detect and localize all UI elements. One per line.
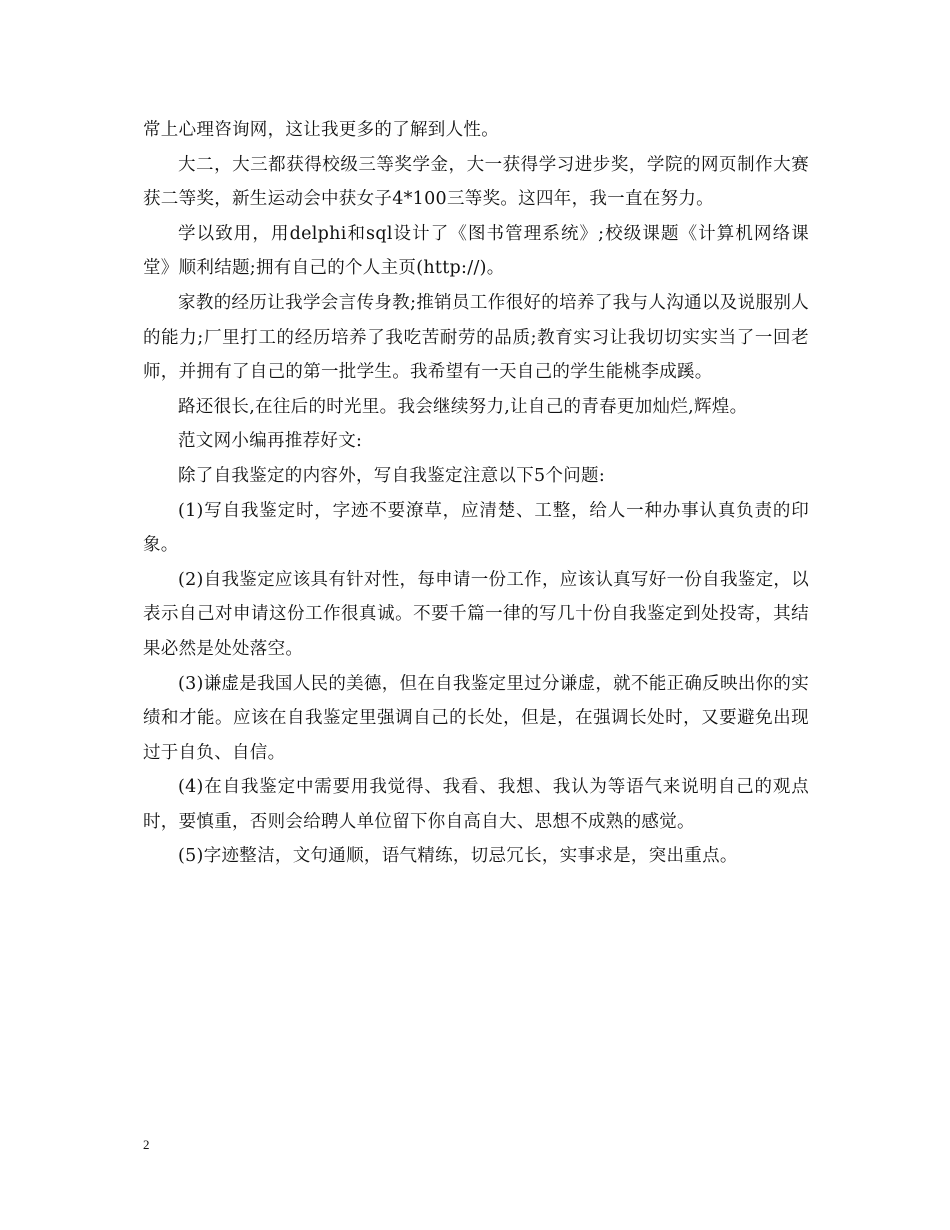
paragraph: 学以致用，用delphi和sql设计了《图书管理系统》;校级课题《计算机网络课堂》顺利结题;拥有自己的个人主页(http://)。: [143, 223, 809, 279]
body-text: [143, 113, 809, 874]
paragraph: (4)在自我鉴定中需要用我觉得、我看、我想、我认为等语气来说明自己的观点时，要慎重，否则会给聘人单位留下你自高自大、思想不成熟的感觉。: [143, 777, 809, 832]
paragraph: 常上心理咨询网，这让我更多的了解到人性。: [143, 120, 499, 140]
paragraph: 大二，大三都获得校级三等奖学金，大一获得学习进步奖，学院的网页制作大赛获二等奖，新生运动会中获女子4*100三等奖。这四年，我一直在努力。: [143, 154, 809, 210]
paragraph: 除了自我鉴定的内容外，写自我鉴定注意以下5个问题:: [178, 465, 606, 486]
paragraph: (3)谦虚是我国人民的美德，但在自我鉴定里过分谦虚，就不能正确反映出你的实绩和才能。应该在自我鉴定里强调自己的长处，但是，在强调长处时，又要避免出现过于自负、自信。: [143, 673, 809, 763]
paragraph: (2)自我鉴定应该具有针对性，每申请一份工作，应该认真写好一份自我鉴定，以表示自己对申请这份工作很真诚。不要千篇一律的写几十份自我鉴定到处投寄，其结果必然是处处落空。: [143, 569, 809, 659]
paragraph: 家教的经历让我学会言传身教;推销员工作很好的培养了我与人沟通以及说服别人的能力;厂里打工的经历培养了我吃苦耐劳的品质;教育实习让我切切实实当了一回老师，并拥有了自己的第一批学生。我希望有一天自己的学生能桃李成蹊。: [143, 292, 809, 383]
paragraph: 路还很长,在往后的时光里。我会继续努力,让自己的青春更加灿烂,辉煌。: [178, 396, 748, 417]
paragraph: (1)写自我鉴定时，字迹不要潦草，应清楚、工整，给人一种办事认真负责的印象。: [143, 500, 809, 556]
page-number: 2: [143, 1137, 150, 1152]
paragraph: (5)字迹整洁，文句通顺，语气精练，切忌冗长，实事求是，突出重点。: [178, 846, 738, 867]
paragraph: 范文网小编再推荐好文:: [178, 431, 363, 452]
